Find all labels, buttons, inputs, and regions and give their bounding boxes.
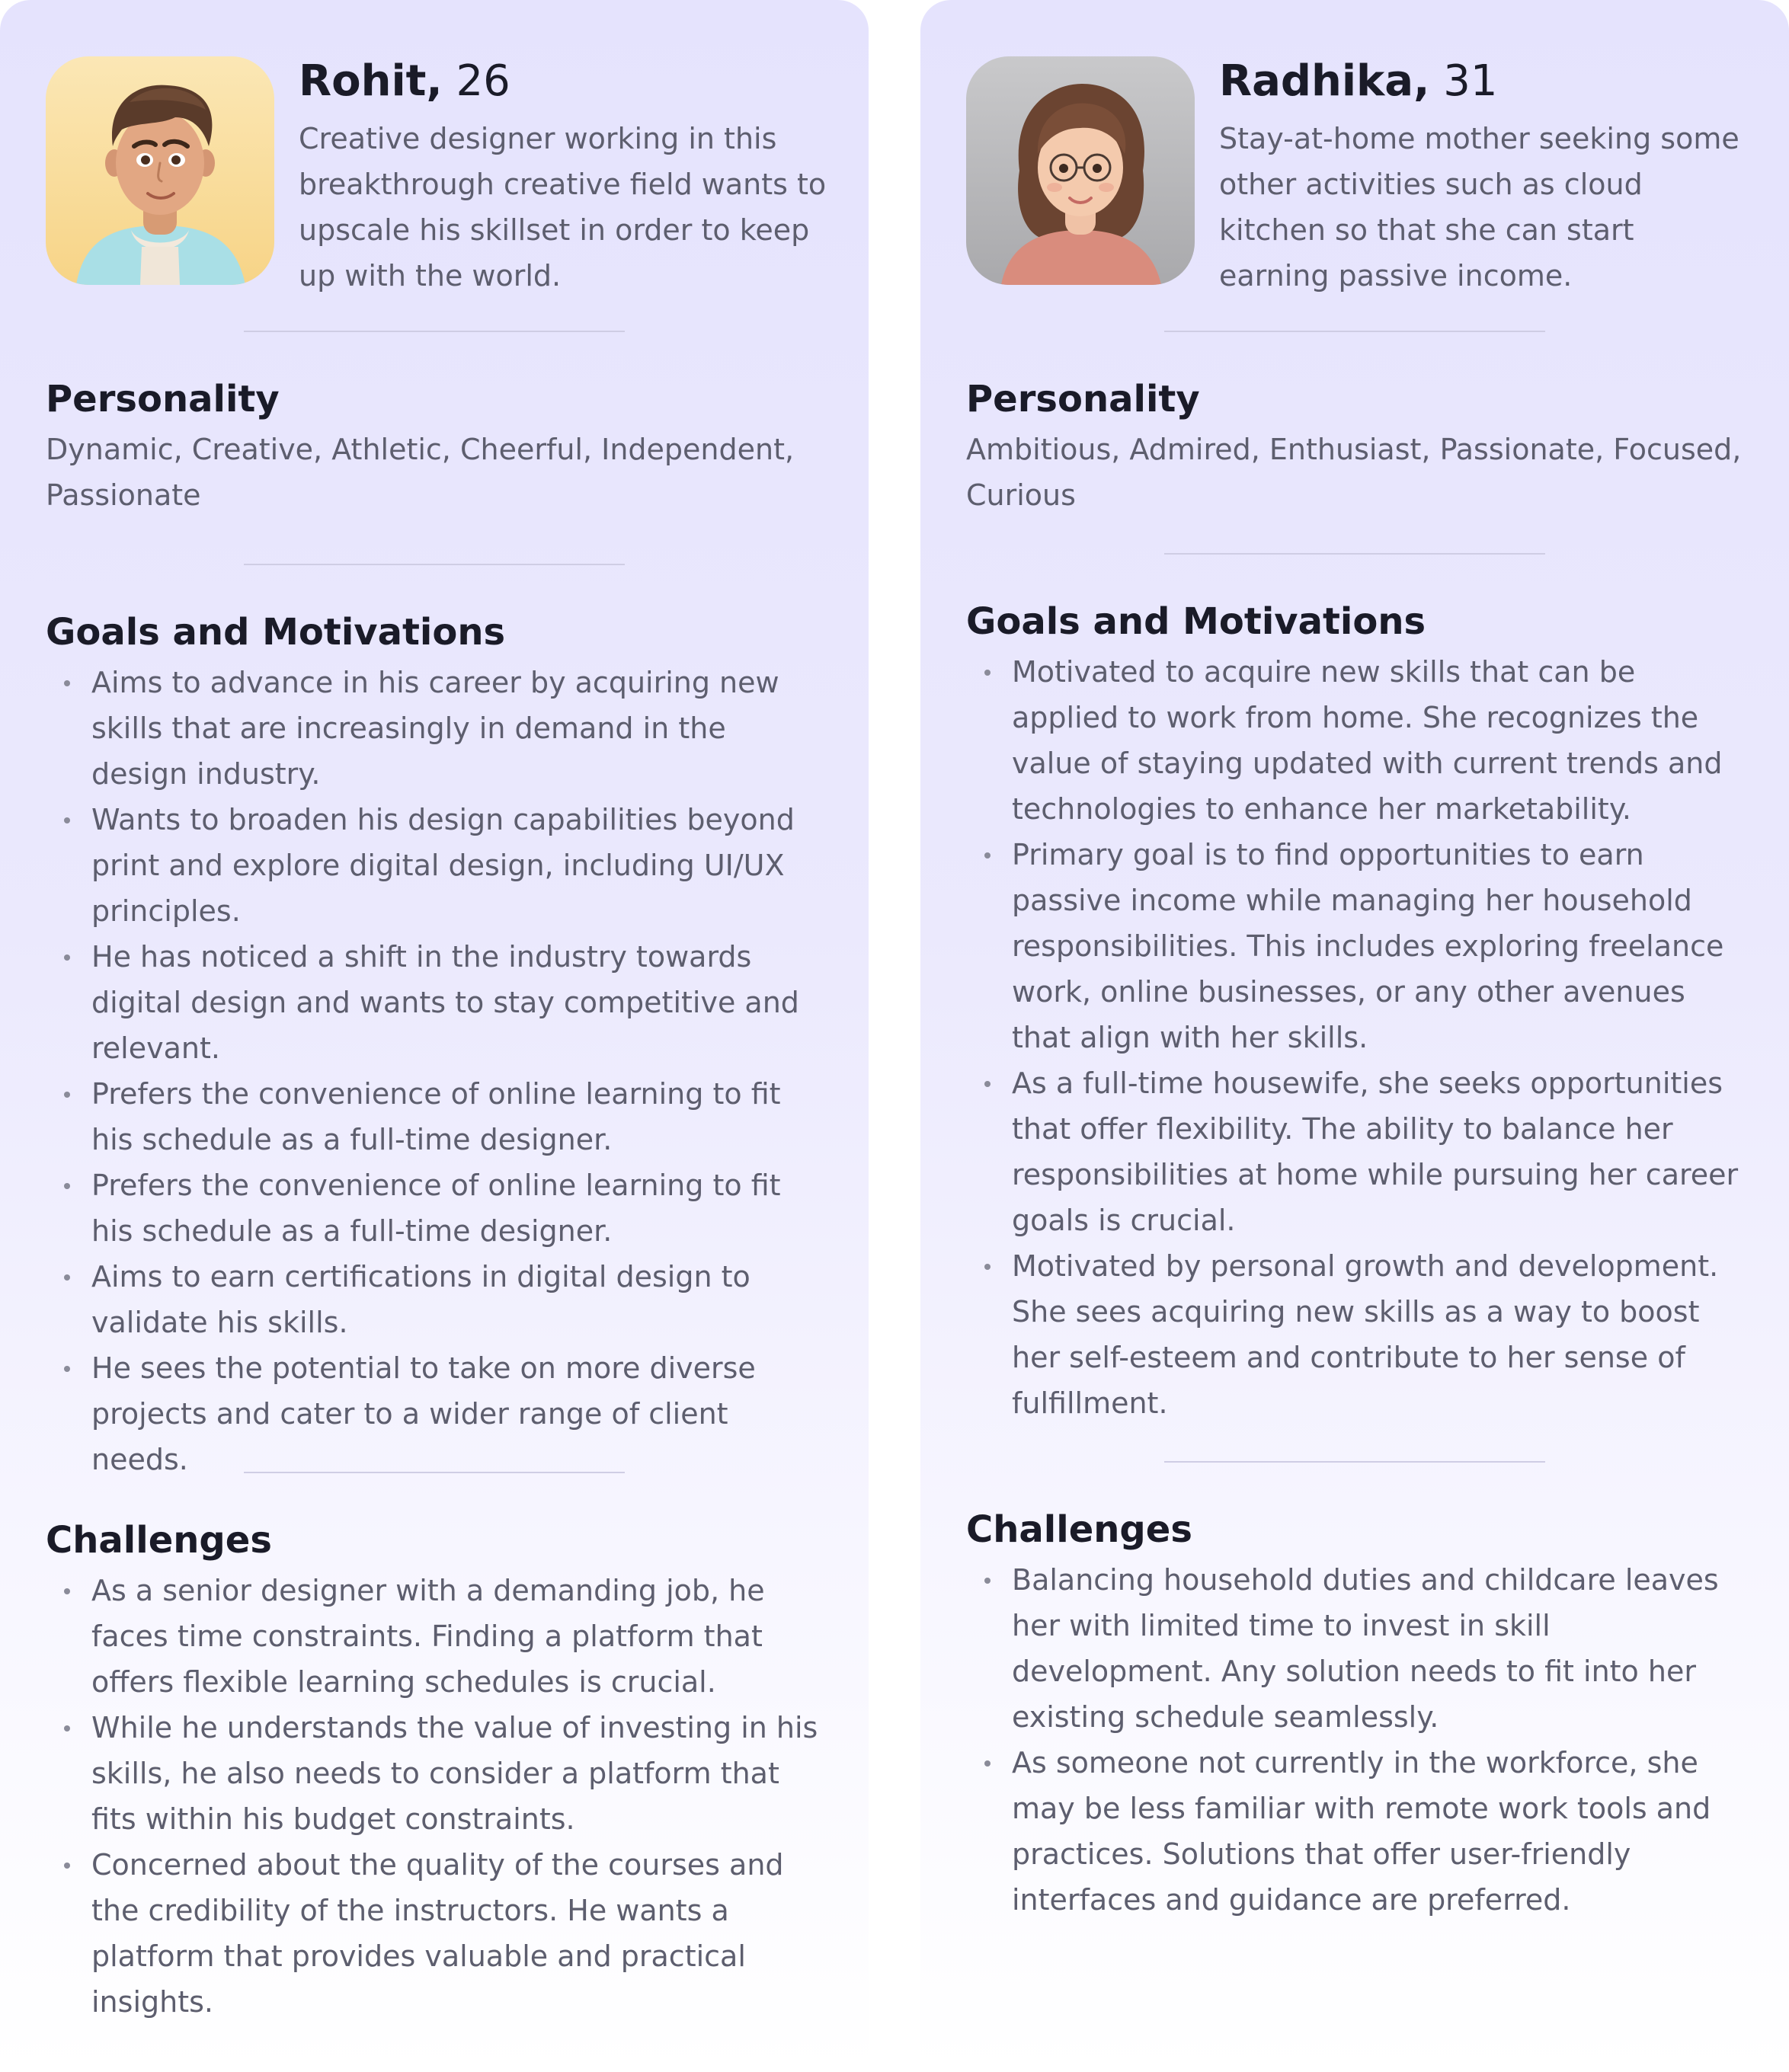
section-heading: Goals and Motivations — [966, 600, 1426, 643]
list-item: He has noticed a shift in the industry towards digital design and wants to stay competitive and relevant. — [46, 934, 830, 1071]
challenges-list — [966, 1557, 1751, 1923]
persona-intro: Stay-at-home mother seeking some other activities such as cloud kitchen so that she can start earning passive income. — [1219, 122, 1739, 293]
personality-section — [46, 375, 830, 518]
list-item: Prefers the convenience of online learning to fit his schedule as a full-time designer. — [46, 1162, 830, 1254]
divider — [1164, 331, 1545, 332]
goals-section — [46, 608, 830, 1482]
divider — [1164, 553, 1545, 555]
divider — [244, 331, 625, 332]
challenges-list — [46, 1568, 830, 2025]
personality-section — [966, 375, 1751, 518]
persona-name: Radhika, — [1219, 56, 1430, 106]
list-item: As someone not currently in the workforce, she may be less familiar with remote work tools and practices. Solutions that offer user-friendly interfaces and guidance are preferred. — [966, 1740, 1751, 1923]
section-heading: Personality — [966, 378, 1200, 420]
list-item: Concerned about the quality of the courses and the credibility of the instructors. He wants a platform that provides valuable and practical insights. — [46, 1842, 830, 2025]
goals-section — [966, 597, 1751, 1426]
goals-list — [966, 649, 1751, 1426]
persona-age: 31 — [1443, 56, 1498, 106]
challenges-section — [966, 1505, 1751, 1923]
list-item: Prefers the convenience of online learning to fit his schedule as a full-time designer. — [46, 1071, 830, 1162]
male-designer-avatar — [46, 56, 274, 285]
list-item: Aims to advance in his career by acquiring new skills that are increasingly in demand in the design industry. — [46, 660, 830, 797]
persona-intro: Creative designer working in this breakthrough creative field wants to upscale his skillset in order to keep up with the world. — [299, 122, 827, 293]
divider — [244, 1472, 625, 1473]
divider — [244, 564, 625, 565]
personality-traits: Ambitious, Admired, Enthusiast, Passionate, Focused, Curious — [966, 433, 1742, 512]
persona-name: Rohit, — [299, 56, 443, 106]
list-item: As a senior designer with a demanding job, he faces time constraints. Finding a platform that offers flexible learning schedules is crucial. — [46, 1568, 830, 1705]
list-item: Primary goal is to find opportunities to earn passive income while managing her household responsibilities. This includes exploring freelance work, online businesses, or any other avenues that align with her skills. — [966, 832, 1751, 1060]
persona-card-radhika — [920, 0, 1789, 2072]
persona-name-age — [299, 55, 510, 108]
personality-traits: Dynamic, Creative, Athletic, Cheerful, Independent, Passionate — [46, 433, 795, 512]
list-item: Balancing household duties and childcare leaves her with limited time to invest in skill development. Any solution needs to fit into her existing schedule seamlessly. — [966, 1557, 1751, 1740]
persona-name-age — [1219, 55, 1497, 108]
persona-header — [966, 55, 1743, 299]
persona-header — [46, 55, 827, 299]
divider — [1164, 1461, 1545, 1463]
goals-list — [46, 660, 830, 1482]
female-mother-avatar — [966, 56, 1195, 285]
section-heading: Challenges — [966, 1508, 1192, 1551]
section-heading: Challenges — [46, 1519, 272, 1562]
challenges-section — [46, 1516, 830, 2025]
section-heading: Goals and Motivations — [46, 611, 506, 654]
persona-age: 26 — [456, 56, 510, 106]
section-heading: Personality — [46, 378, 280, 420]
list-item: Motivated to acquire new skills that can be applied to work from home. She recognizes the value of staying updated with current trends and technologies to enhance her marketability. — [966, 649, 1751, 832]
list-item: Aims to earn certifications in digital design to validate his skills. — [46, 1254, 830, 1345]
list-item: While he understands the value of investing in his skills, he also needs to consider a platform that fits within his budget constraints. — [46, 1705, 830, 1842]
list-item: He sees the potential to take on more diverse projects and cater to a wider range of client needs. — [46, 1345, 830, 1482]
list-item: Motivated by personal growth and development. She sees acquiring new skills as a way to boost her self-esteem and contribute to her sense of fulfillment. — [966, 1243, 1751, 1426]
list-item: As a full-time housewife, she seeks opportunities that offer flexibility. The ability to balance her responsibilities at home while pursuing her career goals is crucial. — [966, 1060, 1751, 1243]
list-item: Wants to broaden his design capabilities beyond print and explore digital design, including UI/UX principles. — [46, 797, 830, 934]
persona-card-rohit — [0, 0, 869, 2072]
